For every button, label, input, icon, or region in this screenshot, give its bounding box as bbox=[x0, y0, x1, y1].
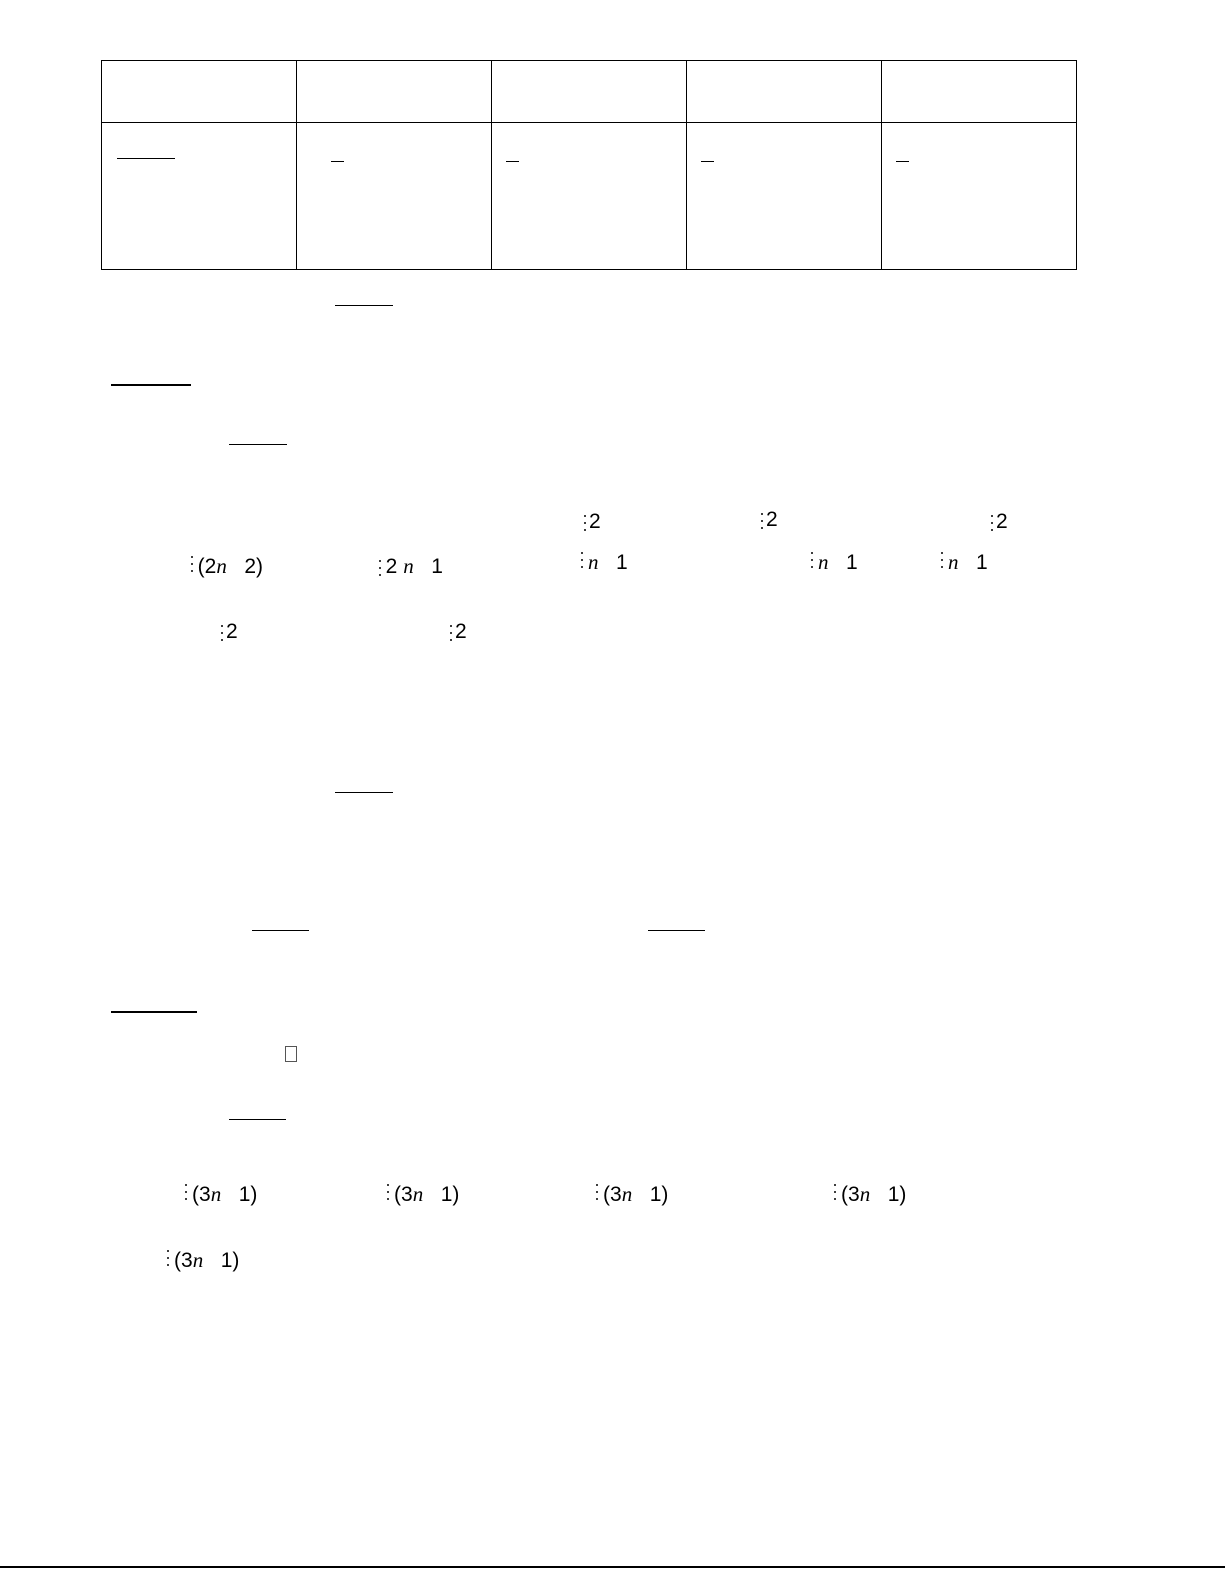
table-header-cell bbox=[687, 61, 882, 123]
math-numerator: 2 bbox=[990, 510, 1008, 534]
vdots-icon bbox=[760, 511, 764, 529]
vdots-icon bbox=[580, 550, 584, 572]
table-cell bbox=[882, 123, 1077, 270]
fraction-bar bbox=[229, 444, 287, 445]
math-expression: (3n 1) bbox=[595, 1182, 668, 1207]
fraction-bar bbox=[331, 161, 344, 162]
vdots-icon bbox=[833, 1182, 837, 1204]
math-denominator: n 1 bbox=[810, 550, 858, 575]
math-expression: (3n 1) bbox=[386, 1182, 459, 1207]
math-expression: 2 bbox=[449, 620, 467, 644]
math-expression: 2 n 1 bbox=[366, 530, 443, 579]
fraction-bar bbox=[335, 792, 393, 793]
vdots-icon bbox=[583, 513, 587, 531]
fraction-bar bbox=[252, 930, 309, 931]
table-cell bbox=[492, 123, 687, 270]
vdots-icon bbox=[940, 550, 944, 572]
table-header-row bbox=[102, 61, 1077, 123]
math-expression: (3n 1) bbox=[184, 1182, 257, 1207]
vdots-icon bbox=[386, 1182, 390, 1204]
page-bottom-rule bbox=[0, 1566, 1225, 1568]
vdots-icon bbox=[378, 558, 382, 576]
vdots-icon bbox=[990, 513, 994, 531]
vdots-icon bbox=[220, 623, 224, 641]
fraction-bar bbox=[335, 305, 393, 306]
fraction-bar bbox=[701, 161, 714, 162]
math-expression: (3n 1) bbox=[166, 1248, 239, 1273]
section-underline bbox=[111, 384, 191, 386]
math-denominator: n 1 bbox=[940, 550, 988, 575]
fraction-bar bbox=[506, 161, 519, 162]
table-header-cell bbox=[492, 61, 687, 123]
section-underline bbox=[111, 1011, 197, 1013]
math-expression: 2 bbox=[220, 620, 238, 644]
fraction-bar bbox=[229, 1119, 286, 1120]
table-cell bbox=[297, 123, 492, 270]
vdots-icon bbox=[810, 550, 814, 572]
math-expression: (2n 2) bbox=[178, 530, 263, 579]
vdots-icon bbox=[190, 554, 194, 576]
data-table bbox=[101, 60, 1077, 270]
vdots-icon bbox=[166, 1248, 170, 1270]
math-expression: (3n 1) bbox=[833, 1182, 906, 1207]
vdots-icon bbox=[449, 623, 453, 641]
table-header-cell bbox=[102, 61, 297, 123]
table-header-cell bbox=[882, 61, 1077, 123]
table-header-cell bbox=[297, 61, 492, 123]
table-cell bbox=[687, 123, 882, 270]
missing-glyph-icon bbox=[285, 1046, 297, 1062]
math-denominator: n 1 bbox=[580, 550, 628, 575]
math-numerator: 2 bbox=[760, 508, 778, 532]
fraction-bar bbox=[117, 158, 175, 159]
vdots-icon bbox=[184, 1182, 188, 1204]
vdots-icon bbox=[595, 1182, 599, 1204]
table-cell bbox=[102, 123, 297, 270]
fraction-bar bbox=[896, 161, 909, 162]
fraction-bar bbox=[648, 930, 705, 931]
table-row bbox=[102, 123, 1077, 270]
math-numerator: 2 bbox=[583, 510, 601, 534]
